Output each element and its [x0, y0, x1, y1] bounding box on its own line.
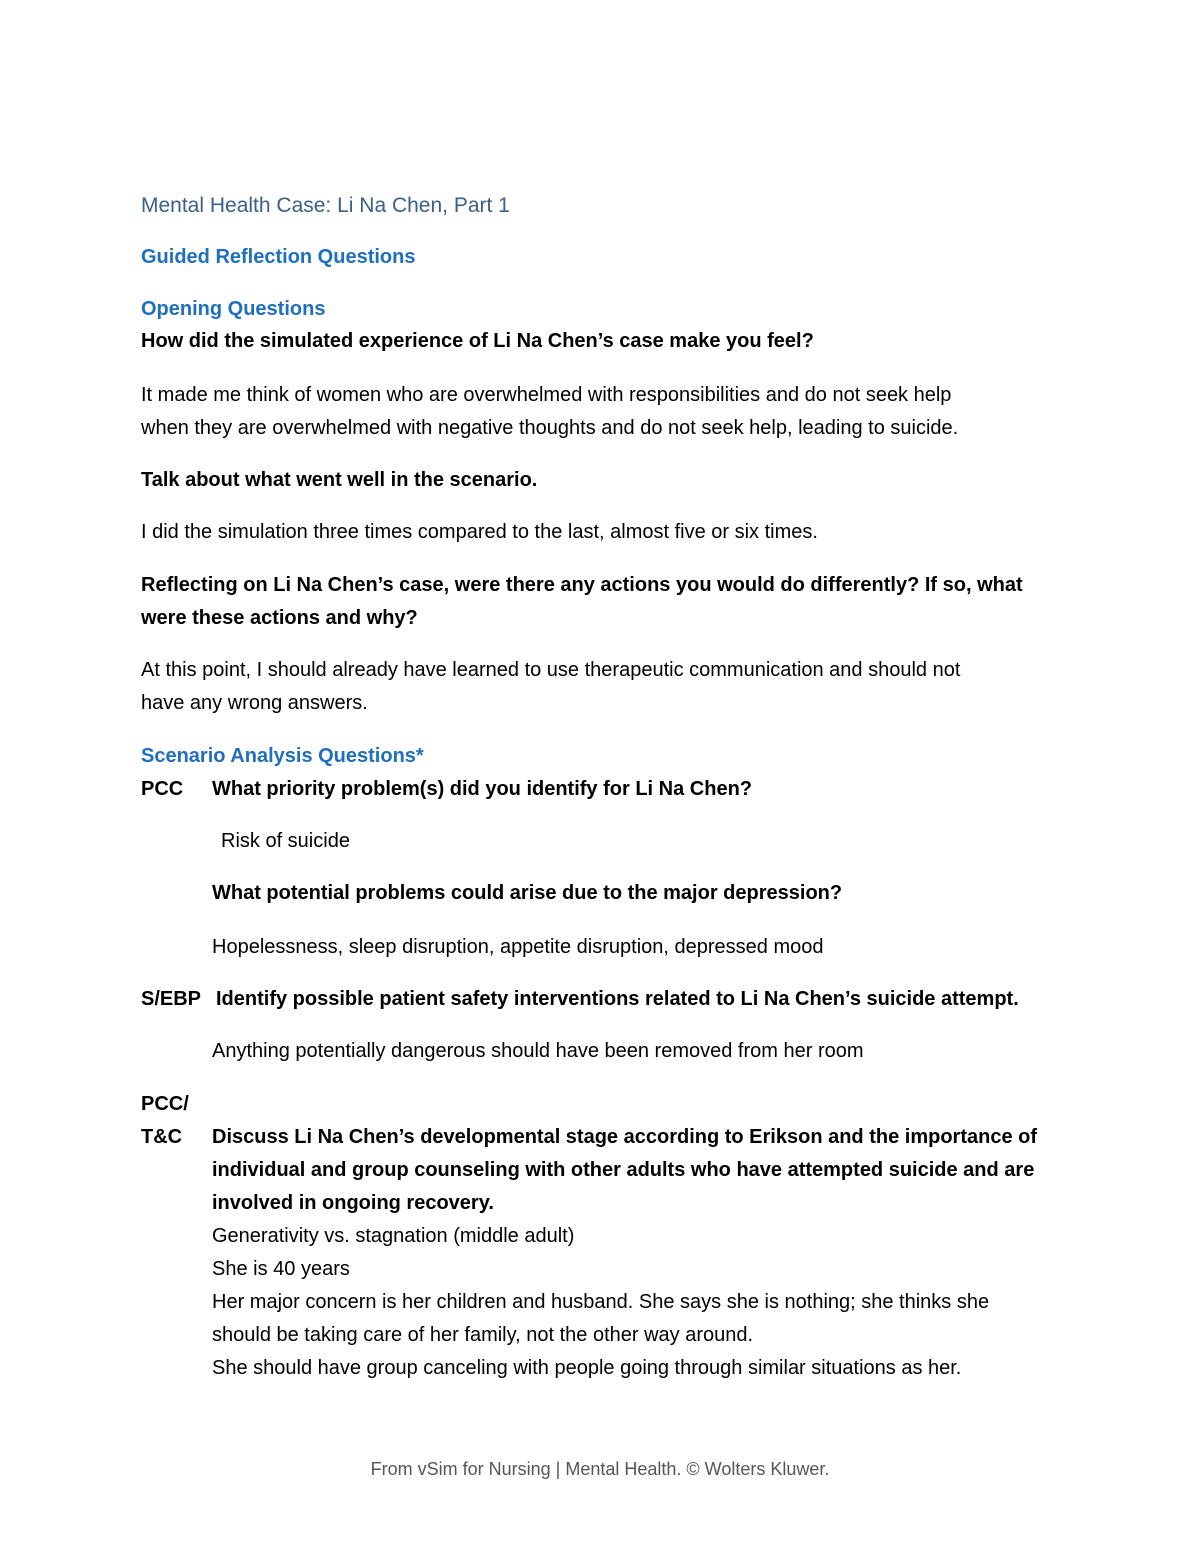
pcc-answer-1: Risk of suicide	[221, 830, 350, 852]
pcc-tc-question-line-2: individual and group counseling with other adults who have attempted suicide and are	[212, 1159, 1035, 1181]
opening-question-2: Talk about what went well in the scenario.	[141, 469, 538, 491]
document-title: Mental Health Case: Li Na Chen, Part 1	[141, 194, 510, 217]
pcc-tc-answer-line-3: Her major concern is her children and husband. She says she is nothing; she thinks she	[212, 1291, 990, 1313]
opening-answer-3-line-1: At this point, I should already have learned to use therapeutic communication and should not	[141, 659, 961, 681]
pcc-tc-answer-line-1: Generativity vs. stagnation (middle adult)	[212, 1225, 575, 1247]
pcc-question-2: What potential problems could arise due to the major depression?	[212, 882, 843, 904]
page-footer: From vSim for Nursing | Mental Health. © Wolters Kluwer.	[370, 1459, 830, 1479]
opening-answer-3-line-2: have any wrong answers.	[141, 692, 368, 714]
pcc-label: PCC	[141, 778, 184, 800]
opening-question-1: How did the simulated experience of Li Na Chen’s case make you feel?	[141, 330, 814, 352]
pcc-tc-label-line-1: PCC/	[141, 1093, 189, 1115]
sebp-label: S/EBP	[141, 988, 202, 1010]
opening-question-3-line-2: were these actions and why?	[141, 607, 418, 629]
opening-questions-heading: Opening Questions	[141, 298, 326, 320]
pcc-tc-answer-line-4: should be taking care of her family, not the other way around.	[212, 1324, 754, 1346]
pcc-tc-question-line-3: involved in ongoing recovery.	[212, 1192, 494, 1214]
pcc-answer-2: Hopelessness, sleep disruption, appetite disruption, depressed mood	[212, 936, 824, 958]
opening-answer-1-line-1: It made me think of women who are overwhelmed with responsibilities and do not seek help	[141, 384, 952, 406]
sebp-answer: Anything potentially dangerous should have been removed from her room	[212, 1040, 864, 1062]
opening-answer-1-line-2: when they are overwhelmed with negative thoughts and do not seek help, leading to suicide.	[141, 417, 959, 439]
pcc-tc-answer-line-2: She is 40 years	[212, 1258, 350, 1280]
document-subtitle: Guided Reflection Questions	[141, 246, 416, 268]
opening-question-3-line-1: Reflecting on Li Na Chen’s case, were there any actions you would do differently? If so, what	[141, 574, 1023, 596]
pcc-tc-label-line-2: T&C	[141, 1126, 183, 1148]
pcc-tc-question-line-1: Discuss Li Na Chen’s developmental stage according to Erikson and the importance of	[212, 1126, 1037, 1148]
scenario-analysis-heading: Scenario Analysis Questions*	[141, 745, 424, 767]
sebp-question: Identify possible patient safety interventions related to Li Na Chen’s suicide attempt.	[216, 988, 1019, 1010]
pcc-tc-answer-line-5: She should have group canceling with people going through similar situations as her.	[212, 1357, 962, 1379]
opening-answer-2: I did the simulation three times compared to the last, almost five or six times.	[141, 521, 818, 543]
pcc-question-1: What priority problem(s) did you identify for Li Na Chen?	[212, 778, 752, 800]
